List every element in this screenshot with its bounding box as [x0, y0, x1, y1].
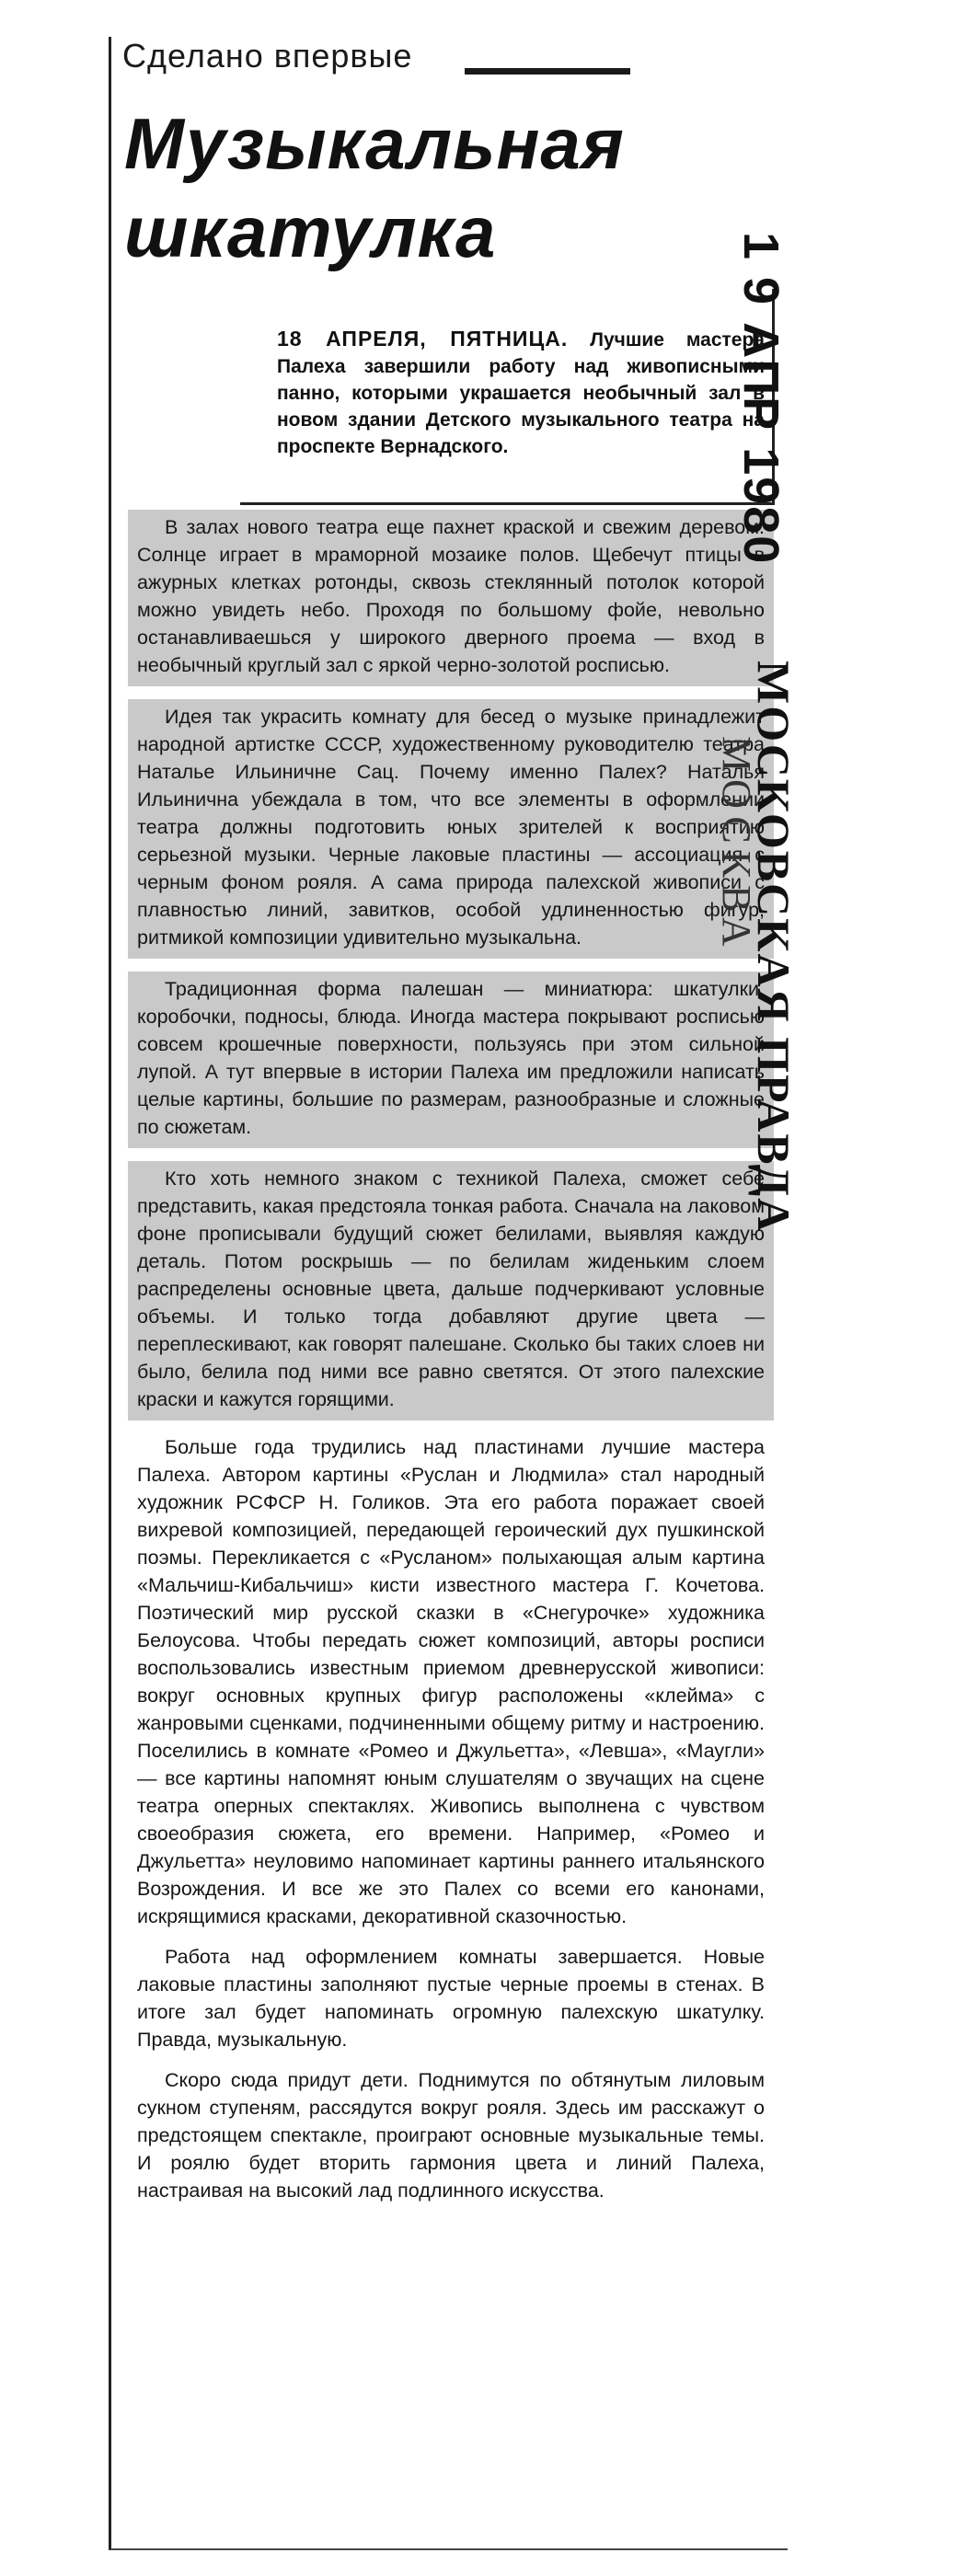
masthead-city: МОСКВА: [714, 736, 759, 954]
body-paragraph-3: Традиционная форма палешан — миниатюра: шкатулки, коробочки, подносы, блюда. Иногда мастера покрывают росписью совсем крошечные поверхности, пользуясь при этом сильной лупой. А тут впервые в истории Палеха им предложили написать целые картины, большие по размерам, разнообразные и сложные по сюжетам.: [128, 972, 774, 1148]
article-body: [137, 510, 765, 2217]
lead-date: 18 АПРЕЛЯ, ПЯТНИЦА.: [277, 327, 569, 351]
headline-line-1: Музыкальная: [124, 103, 625, 184]
newspaper-clipping: [109, 37, 788, 2550]
headline-line-2: шкатулка: [124, 191, 497, 272]
newspaper-masthead: МОСКОВСКАЯ ПРАВДА: [748, 661, 800, 1234]
lead-text: Лучшие мастера Палеха завершили работу над живописными панно, которыми украшается необычный зал в новом здании Детского музыкального театра на проспекте Вернадского.: [277, 329, 765, 457]
lead-box: [240, 289, 775, 505]
body-paragraph-1: В залах нового театра еще пахнет краской и свежим деревом. Солнце играет в мраморной мозаике полов. Щебечут птицы в ажурных клетках ротонды, сквозь стеклянный потолок которой можно увидеть небо. Проходя по большому фойе, невольно останавливаешься у широкого дверного проема — вход в необычный круглый зал с яркой черно-золотой росписью.: [128, 510, 774, 686]
body-paragraph-5: Больше года трудились над пластинами лучшие мастера Палеха. Автором картины «Руслан и Людмила» стал народный художник РСФСР Н. Голиков. Эта его работа поражает своей вихревой композицией, передающей героический дух пушкинской поэмы. Перекликается с «Русланом» полыхающая алым картина «Мальчиш-Кибальчиш» кисти известного мастера Г. Кочетова. Поэтический мир русской сказки в «Снегурочке» художника Белоусова. Чтобы передать сюжет композиций, авторы росписи воспользовались известным приемом древнерусской живописи: вокруг основных крупных фигур расположены «клейма» с жанровыми сценками, подчиненными общему ритму и настроению. Поселились в комнате «Ромео и Джульетта», «Левша», «Маугли» — все картины напомнят юным слушателям о звучащих на сцене театра оперных спектаклях. Живопись выполнена с чувством своеобразия сюжета, его времени. Например, «Ромео и Джульетта» неуловимо напоминает картины раннего итальянского Возрождения. И все же это Палех со всеми его канонами, искрящимися красками, декоративной сказочностью.: [137, 1436, 765, 1927]
rubric: Сделано впервые: [122, 37, 413, 75]
date-stamp: 1 9 АПР 1980: [733, 232, 789, 566]
body-paragraph-7: Скоро сюда придут дети. Поднимутся по обтянутым лиловым сукном ступеням, рассядутся вокруг рояля. Здесь им расскажут о предстоящем спектакле, проиграют основные музыкальные темы. И роялю будет вторить гармония цвета и линий Палеха, настраивая на высокий лад подлинного искусства.: [137, 2069, 765, 2202]
headline: [124, 99, 625, 276]
lead-paragraph: [277, 326, 765, 460]
body-paragraph-6: Работа над оформлением комнаты завершается. Новые лаковые пластины заполняют пустые черные проемы в стенах. В итоге зал будет напоминать огромную палехскую шкатулку. Правда, музыкальную.: [137, 1946, 765, 2051]
rubric-rule: [465, 68, 630, 75]
body-paragraph-2: Идея так украсить комнату для бесед о музыке принадлежит народной артистке СССР, художественному руководителю театра Наталье Ильиничне Сац. Почему именно Палех? Наталья Ильинична убеждала в том, что все элементы в оформлении театра должны подготовить юных зрителей к восприятию серьезной музыки. Черные лаковые пластины — ассоциация с черным фоном рояля. А сама природа палехской живописи с плавностью линий, завитков, особой удлиненностью фигур, ритмикой композиции удивительно музыкальна.: [128, 699, 774, 959]
body-paragraph-4: Кто хоть немного знаком с техникой Палеха, сможет себе представить, какая предстояла тонкая работа. Сначала на лаковом фоне прописывали будущий сюжет белилами, выявляя каждую деталь. Потом роскрышь — по белилам жиденьким слоем распределены основные цвета, дальше подчеркивают условные объемы. И только тогда добавляют другие цвета — переплескивают, как говорят палешане. Сколько бы таких слоев ни было, белила под ними все равно светятся. От этого палехские краски и кажутся горящими.: [128, 1161, 774, 1420]
